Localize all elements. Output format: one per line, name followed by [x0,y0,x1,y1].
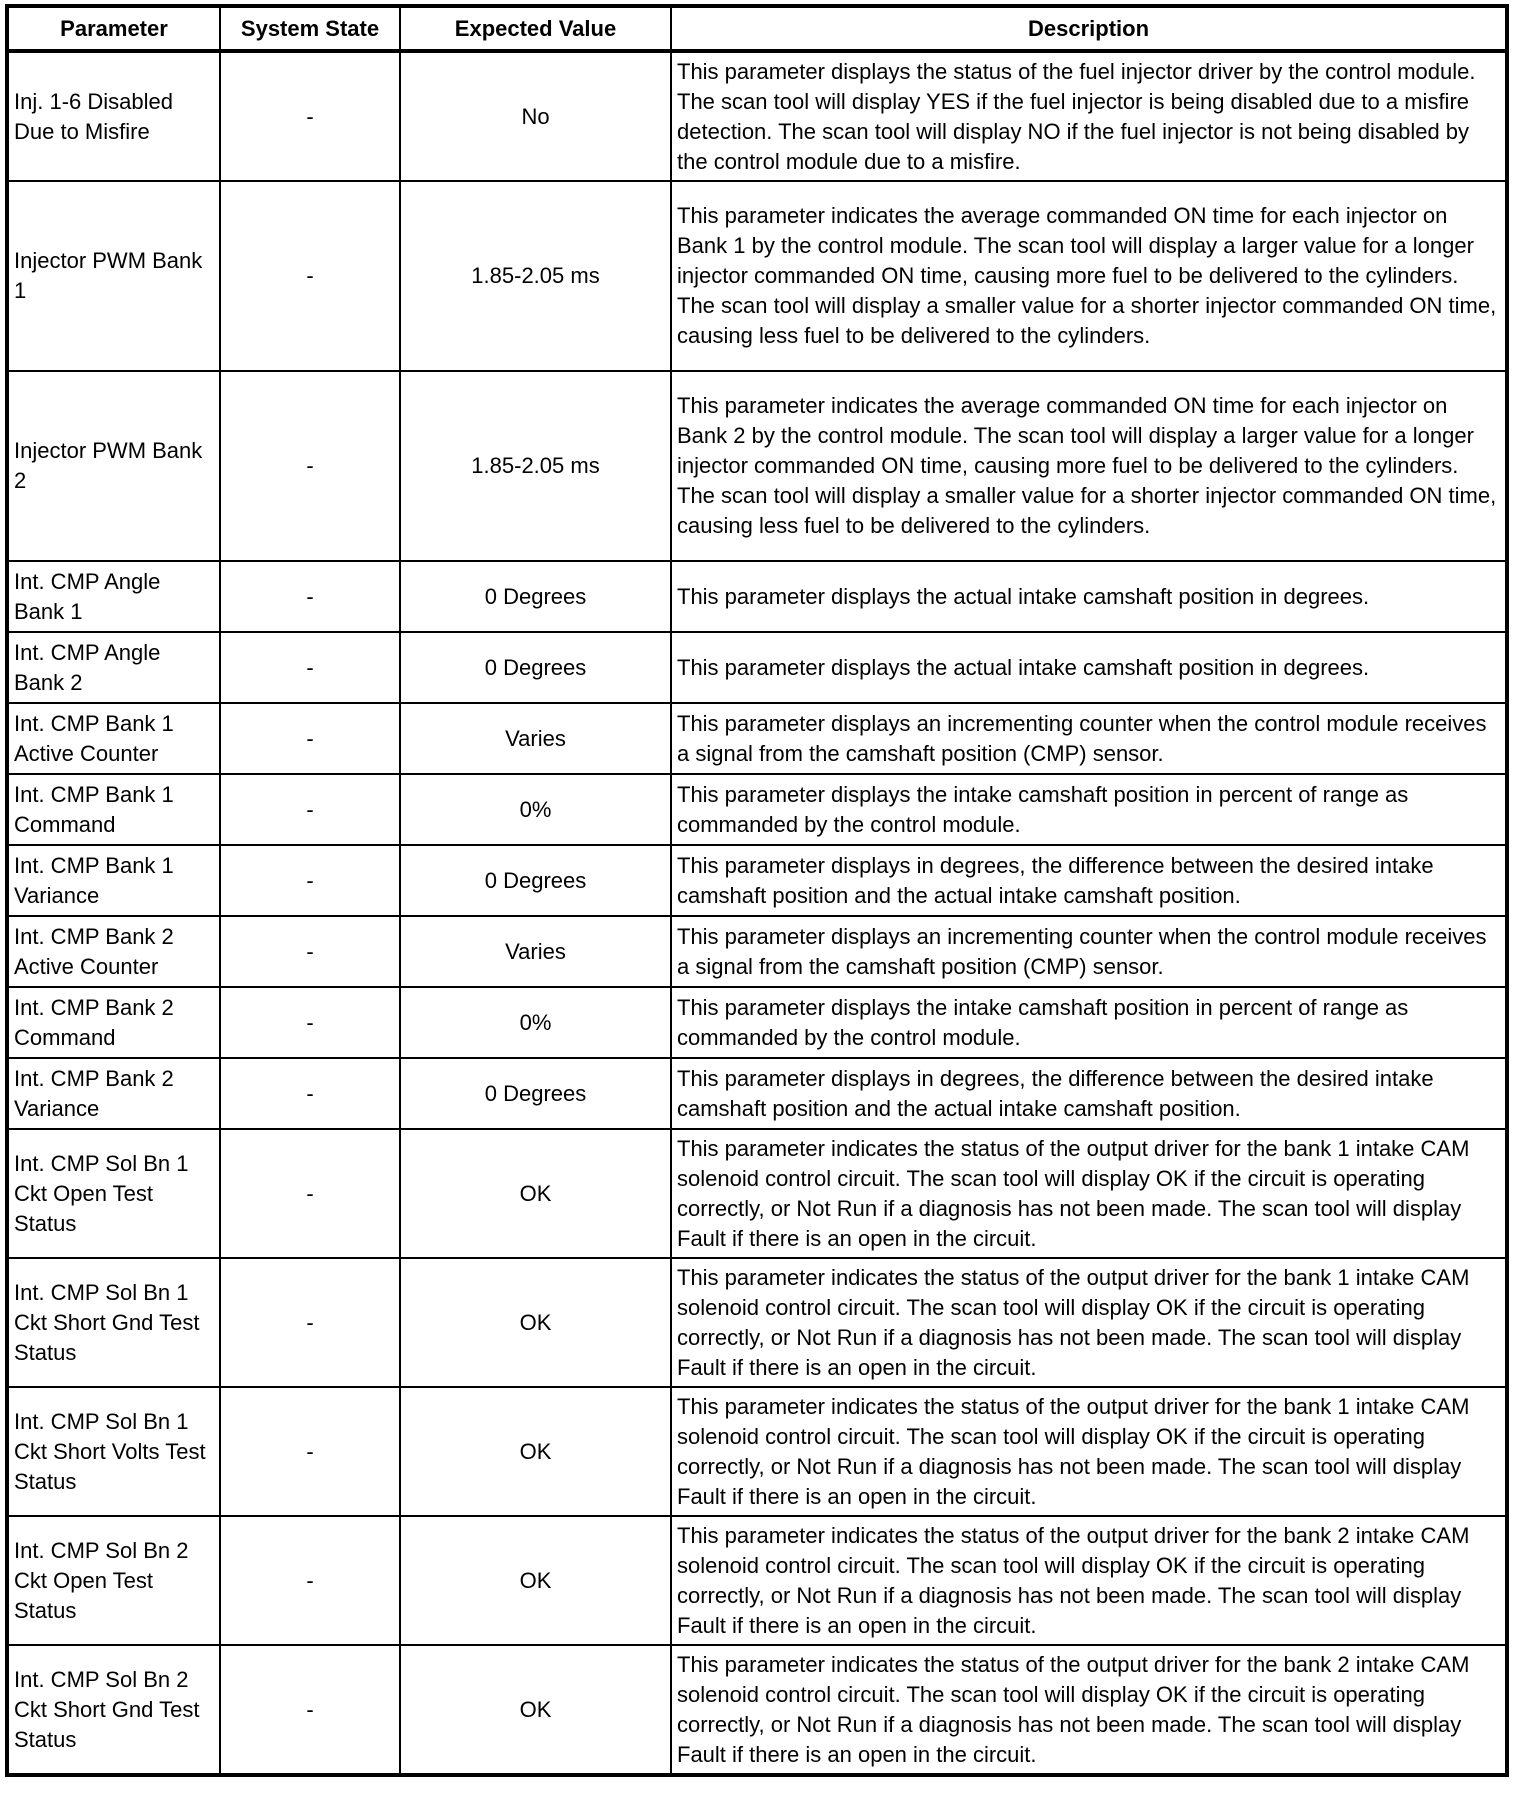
expected-value-cell: 1.85-2.05 ms [400,181,671,371]
description-cell: This parameter displays the intake camshaft position in percent of range as commanded by the control module. [671,987,1507,1058]
table-row [7,845,1507,916]
parameter-cell: Injector PWM Bank 2 [7,371,220,561]
system-state-cell: - [220,845,400,916]
system-state-cell: - [220,1516,400,1645]
parameter-cell: Int. CMP Bank 2 Command [7,987,220,1058]
description-cell: This parameter indicates the status of the output driver for the bank 2 intake CAM solenoid control circuit. The scan tool will display OK if the circuit is operating correctly, or Not Run if a diagnosis has not been made. The scan tool will display Fault if there is an open in the circuit. [671,1516,1507,1645]
parameter-cell: Int. CMP Angle Bank 2 [7,632,220,703]
header-description: Description [671,6,1507,51]
parameter-cell: Int. CMP Bank 2 Active Counter [7,916,220,987]
expected-value-cell: 0 Degrees [400,1058,671,1129]
description-cell: This parameter displays the intake camshaft position in percent of range as commanded by the control module. [671,774,1507,845]
header-row [7,6,1507,51]
table-row [7,632,1507,703]
description-cell: This parameter indicates the status of the output driver for the bank 2 intake CAM solenoid control circuit. The scan tool will display OK if the circuit is operating correctly, or Not Run if a diagnosis has not been made. The scan tool will display Fault if there is an open in the circuit. [671,1645,1507,1775]
parameter-cell: Int. CMP Sol Bn 2 Ckt Open Test Status [7,1516,220,1645]
description-cell: This parameter indicates the status of the output driver for the bank 1 intake CAM solenoid control circuit. The scan tool will display OK if the circuit is operating correctly, or Not Run if a diagnosis has not been made. The scan tool will display Fault if there is an open in the circuit. [671,1387,1507,1516]
expected-value-cell: OK [400,1258,671,1387]
system-state-cell: - [220,703,400,774]
description-cell: This parameter indicates the average commanded ON time for each injector on Bank 2 by the control module. The scan tool will display a larger value for a longer injector commanded ON time, causing more fuel to be delivered to the cylinders. The scan tool will display a smaller value for a shorter injector commanded ON time, causing less fuel to be delivered to the cylinders. [671,371,1507,561]
table-row [7,1058,1507,1129]
parameter-cell: Int. CMP Sol Bn 1 Ckt Open Test Status [7,1129,220,1258]
parameter-cell: Int. CMP Sol Bn 1 Ckt Short Volts Test Status [7,1387,220,1516]
parameter-cell: Int. CMP Sol Bn 1 Ckt Short Gnd Test Status [7,1258,220,1387]
description-cell: This parameter displays in degrees, the difference between the desired intake camshaft position and the actual intake camshaft position. [671,845,1507,916]
parameter-cell: Int. CMP Angle Bank 1 [7,561,220,632]
expected-value-cell: No [400,51,671,181]
table-row [7,51,1507,181]
system-state-cell: - [220,1387,400,1516]
header-system-state: System State [220,6,400,51]
expected-value-cell: OK [400,1516,671,1645]
expected-value-cell: OK [400,1129,671,1258]
table-row [7,1258,1507,1387]
description-cell: This parameter displays the status of the fuel injector driver by the control module. The scan tool will display YES if the fuel injector is being disabled due to a misfire detection. The scan tool will display NO if the fuel injector is not being disabled by the control module due to a misfire. [671,51,1507,181]
system-state-cell: - [220,181,400,371]
expected-value-cell: Varies [400,916,671,987]
parameter-cell: Injector PWM Bank 1 [7,181,220,371]
system-state-cell: - [220,1258,400,1387]
parameter-cell: Int. CMP Bank 1 Active Counter [7,703,220,774]
table-row [7,774,1507,845]
expected-value-cell: 0 Degrees [400,561,671,632]
table-header [7,6,1507,51]
table-row [7,371,1507,561]
table-row [7,703,1507,774]
parameter-cell: Int. CMP Bank 2 Variance [7,1058,220,1129]
expected-value-cell: OK [400,1645,671,1775]
parameter-cell: Int. CMP Bank 1 Variance [7,845,220,916]
table-row [7,916,1507,987]
system-state-cell: - [220,916,400,987]
system-state-cell: - [220,1058,400,1129]
expected-value-cell: 0% [400,774,671,845]
parameter-cell: Int. CMP Bank 1 Command [7,774,220,845]
description-cell: This parameter displays an incrementing counter when the control module receives a signal from the camshaft position (CMP) sensor. [671,916,1507,987]
description-cell: This parameter displays the actual intake camshaft position in degrees. [671,632,1507,703]
description-cell: This parameter indicates the status of the output driver for the bank 1 intake CAM solenoid control circuit. The scan tool will display OK if the circuit is operating correctly, or Not Run if a diagnosis has not been made. The scan tool will display Fault if there is an open in the circuit. [671,1129,1507,1258]
expected-value-cell: Varies [400,703,671,774]
table-body [7,51,1507,1775]
description-cell: This parameter displays an incrementing counter when the control module receives a signal from the camshaft position (CMP) sensor. [671,703,1507,774]
table-row [7,1516,1507,1645]
system-state-cell: - [220,1645,400,1775]
system-state-cell: - [220,987,400,1058]
parameter-cell: Int. CMP Sol Bn 2 Ckt Short Gnd Test Status [7,1645,220,1775]
expected-value-cell: 0 Degrees [400,632,671,703]
system-state-cell: - [220,1129,400,1258]
expected-value-cell: OK [400,1387,671,1516]
description-cell: This parameter displays the actual intake camshaft position in degrees. [671,561,1507,632]
description-cell: This parameter displays in degrees, the difference between the desired intake camshaft position and the actual intake camshaft position. [671,1058,1507,1129]
header-parameter: Parameter [7,6,220,51]
system-state-cell: - [220,371,400,561]
table-row [7,561,1507,632]
table-row [7,987,1507,1058]
system-state-cell: - [220,632,400,703]
table-row [7,181,1507,371]
expected-value-cell: 0% [400,987,671,1058]
parameter-table [5,4,1509,1777]
system-state-cell: - [220,774,400,845]
parameter-cell: Inj. 1-6 Disabled Due to Misfire [7,51,220,181]
description-cell: This parameter indicates the average commanded ON time for each injector on Bank 1 by the control module. The scan tool will display a larger value for a longer injector commanded ON time, causing more fuel to be delivered to the cylinders. The scan tool will display a smaller value for a shorter injector commanded ON time, causing less fuel to be delivered to the cylinders. [671,181,1507,371]
expected-value-cell: 0 Degrees [400,845,671,916]
table-row [7,1387,1507,1516]
header-expected-value: Expected Value [400,6,671,51]
description-cell: This parameter indicates the status of the output driver for the bank 1 intake CAM solenoid control circuit. The scan tool will display OK if the circuit is operating correctly, or Not Run if a diagnosis has not been made. The scan tool will display Fault if there is an open in the circuit. [671,1258,1507,1387]
system-state-cell: - [220,561,400,632]
expected-value-cell: 1.85-2.05 ms [400,371,671,561]
table-row [7,1645,1507,1775]
table-row [7,1129,1507,1258]
system-state-cell: - [220,51,400,181]
